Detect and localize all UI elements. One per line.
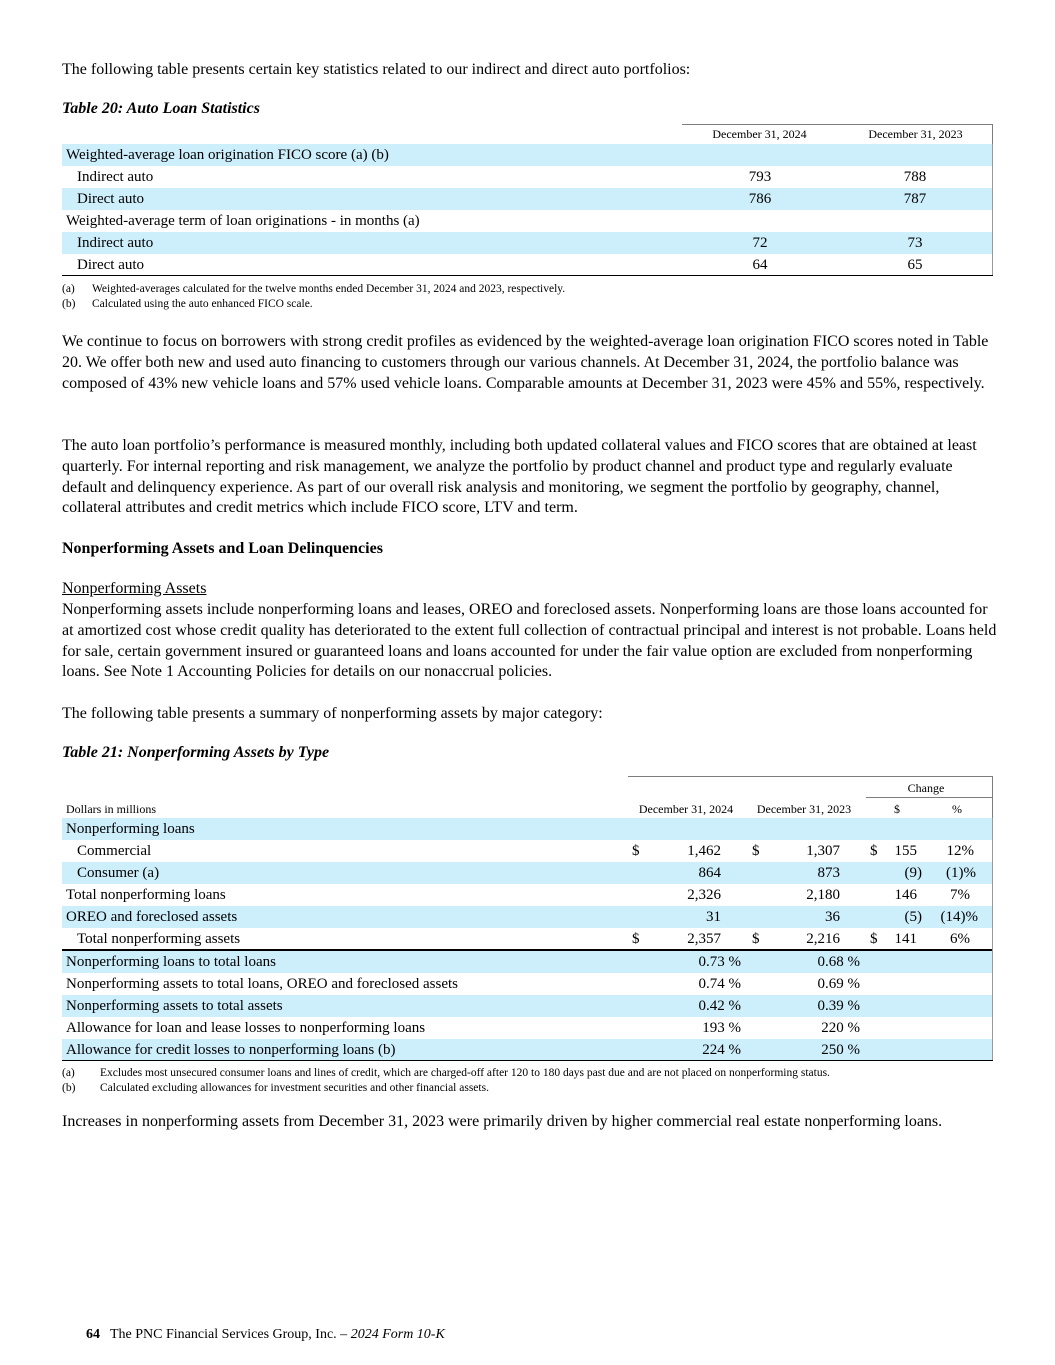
value-2023: 1,307 [806,843,840,859]
footnote-text: Calculated excluding allowances for investment securities and other financial assets. [100,1082,489,1094]
table20-footnote-b [62,297,313,312]
value-2024: 31 [706,909,721,925]
row-label: Indirect auto [77,169,154,185]
table-row [62,254,993,276]
table-row [62,144,993,166]
row-label: Weighted-average loan origination FICO score (a) (b) [66,147,389,163]
row-label: Total nonperforming assets [77,931,241,947]
ratio-2024: 0.42 % [698,998,741,1014]
change-percent: 12% [946,843,974,859]
currency-2023: $ [752,843,760,859]
row-label: Nonperforming assets to total assets [66,998,283,1014]
value-2023: 73 [907,235,923,251]
table-row [62,1017,993,1039]
value-2023: 2,216 [806,931,840,947]
row-label: Commercial [77,843,152,859]
footnote-text: Excludes most unsecured consumer loans and lines of credit, which are charged-off after 120 to 180 days past due and are not placed on nonperforming status. [100,1067,830,1079]
table-row [62,884,993,906]
value-2024: 2,357 [687,931,721,947]
change-percent: (14)% [940,909,978,925]
table-row [62,1039,993,1061]
row-label: Nonperforming assets to total loans, OREO and foreclosed assets [66,976,458,992]
change-header: Change [907,781,945,795]
currency-change: $ [870,931,878,947]
value-2023: 788 [903,169,927,185]
dollars-label: Dollars in millions [66,802,156,816]
table-row [62,210,993,232]
table20-footnote-a [62,282,565,297]
value-2024: 64 [752,257,768,273]
ratio-2024: 0.74 % [698,976,741,992]
paragraph-performance: The auto loan portfolio’s performance is measured monthly, including both updated collateral values and FICO scores that are obtained at least quarterly. For internal reporting and risk management, we analyze the portfolio by product channel and product type and regularly evaluate default and delinquency experience. As part of our overall risk analysis and monitoring, we segment the portfolio by geography, channel, collateral attributes and credit metrics which include FICO score, LTV and term. [62,437,977,517]
change-dollar: 155 [894,843,917,859]
footnote-text: Calculated using the auto enhanced FICO scale. [92,298,313,310]
currency-change: $ [870,843,878,859]
footnote-mark: (a) [62,1067,75,1079]
change-dollar: 146 [894,887,917,903]
table21-bottom-rule [62,1060,993,1061]
footer-company: The PNC Financial Services Group, Inc. – [110,1327,351,1342]
value-2024: 1,462 [687,843,721,859]
row-label: Total nonperforming loans [66,887,226,903]
value-2023: 873 [817,865,840,881]
ratio-2023: 0.69 % [817,976,860,992]
paragraph-nonperforming: Nonperforming assets include nonperforming loans and leases, OREO and foreclosed assets. Nonperforming loans are those loans accounted for at amortized cost whose credit quality has deteriorated to the extent full collection of contractual principal and interest is not probable. Loans held for sale, certain government insured or guaranteed loans and loans accounted for under the fair value option are excluded from nonperforming loans. See Note 1 Accounting Policies for details on our nonaccrual policies. [62,601,997,681]
row-label: Indirect auto [77,235,154,251]
table21-right-border [992,818,993,1061]
subsection-heading: Nonperforming Assets [62,580,207,597]
ratio-2023: 250 % [821,1042,860,1058]
value-2023: 65 [907,257,923,273]
value-2024: 793 [748,169,772,185]
table-row [62,995,993,1017]
table-row [62,818,993,840]
page-number: 64 [86,1327,100,1342]
table-row [62,166,993,188]
value-2024: 864 [698,865,721,881]
table-row [62,928,993,950]
table21-title: Table 21: Nonperforming Assets by Type [62,744,330,761]
change-percent: (1)% [946,865,976,881]
ratio-2023: 0.68 % [817,954,860,970]
footnote-mark: (a) [62,283,75,295]
table21-right-rule [992,776,993,818]
table20-bottom-rule [62,275,993,276]
change-percent: 7% [950,887,970,903]
value-2023: 2,180 [806,887,840,903]
change-underline [866,797,992,798]
table20-right-border [992,144,993,276]
row-label: Weighted-average term of loan originations - in months (a) [66,213,420,229]
footnote-mark: (b) [62,298,76,310]
page-footer [86,1326,445,1344]
value-2023: 787 [903,191,927,207]
table-row [62,188,993,210]
currency-2024: $ [632,931,640,947]
paragraph-table21-intro: The following table presents a summary of nonperforming assets by major category: [62,705,603,722]
table-row [62,840,993,862]
row-label: Allowance for loan and lease losses to nonperforming loans [66,1020,426,1036]
row-label: Allowance for credit losses to nonperforming loans (b) [66,1042,396,1058]
row-label: Consumer (a) [77,865,160,881]
ratio-2024: 0.73 % [698,954,741,970]
paragraph-increase: Increases in nonperforming assets from December 31, 2023 were primarily driven by higher commercial real estate nonperforming loans. [62,1113,943,1130]
footer-form: 2024 Form 10-K [350,1327,445,1342]
ratio-2024: 224 % [702,1042,741,1058]
table-row [62,862,993,884]
paragraph-fico: We continue to focus on borrowers with strong credit profiles as evidenced by the weighted-average loan origination FICO scores noted in Table 20. We offer both new and used auto financing to customers through our various channels. At December 31, 2024, the portfolio balance was composed of 43% new vehicle loans and 57% used vehicle loans. Comparable amounts at December 31, 2023 were 45% and 55%, respectively. [62,333,989,392]
table20-col1-header: December 31, 2024 [712,127,807,141]
row-label: Nonperforming loans [66,821,195,837]
table21-footnote-a [62,1066,830,1081]
table21-footnote-b [62,1081,489,1096]
intro-text: The following table presents certain key statistics related to our indirect and direct auto portfolios: [62,61,691,78]
change-percent: 6% [950,931,970,947]
table21-col2-header: December 31, 2023 [756,802,852,816]
table20-col2-header: December 31, 2023 [868,127,963,141]
table20-title: Table 20: Auto Loan Statistics [62,100,260,117]
table21-top-rule [628,776,993,777]
table21-col1-header: December 31, 2024 [638,802,734,816]
value-2023: 36 [825,909,840,925]
row-label: Nonperforming loans to total loans [66,954,276,970]
table20-right-rule [992,124,993,144]
table21-col4-header: % [952,802,962,816]
footnote-text: Weighted-averages calculated for the twelve months ended December 31, 2024 and 2023, respectively. [92,283,566,295]
table-row [62,232,993,254]
currency-2023: $ [752,931,760,947]
change-dollar: 141 [894,931,917,947]
table21-col3-header: $ [894,802,900,816]
footnote-mark: (b) [62,1082,76,1094]
value-2024: 786 [748,191,772,207]
row-label: Direct auto [77,257,145,273]
table-row [62,951,993,973]
ratio-2023: 0.39 % [817,998,860,1014]
section-heading: Nonperforming Assets and Loan Delinquencies [62,540,383,557]
value-2024: 2,326 [687,887,721,903]
ratio-2023: 220 % [821,1020,860,1036]
change-dollar: (5) [904,909,922,925]
table-row [62,906,993,928]
row-label: OREO and foreclosed assets [66,909,238,925]
value-2024: 72 [752,235,768,251]
row-label: Direct auto [77,191,145,207]
currency-2024: $ [632,843,640,859]
ratio-2024: 193 % [702,1020,741,1036]
table-row [62,973,993,995]
change-dollar: (9) [904,865,922,881]
